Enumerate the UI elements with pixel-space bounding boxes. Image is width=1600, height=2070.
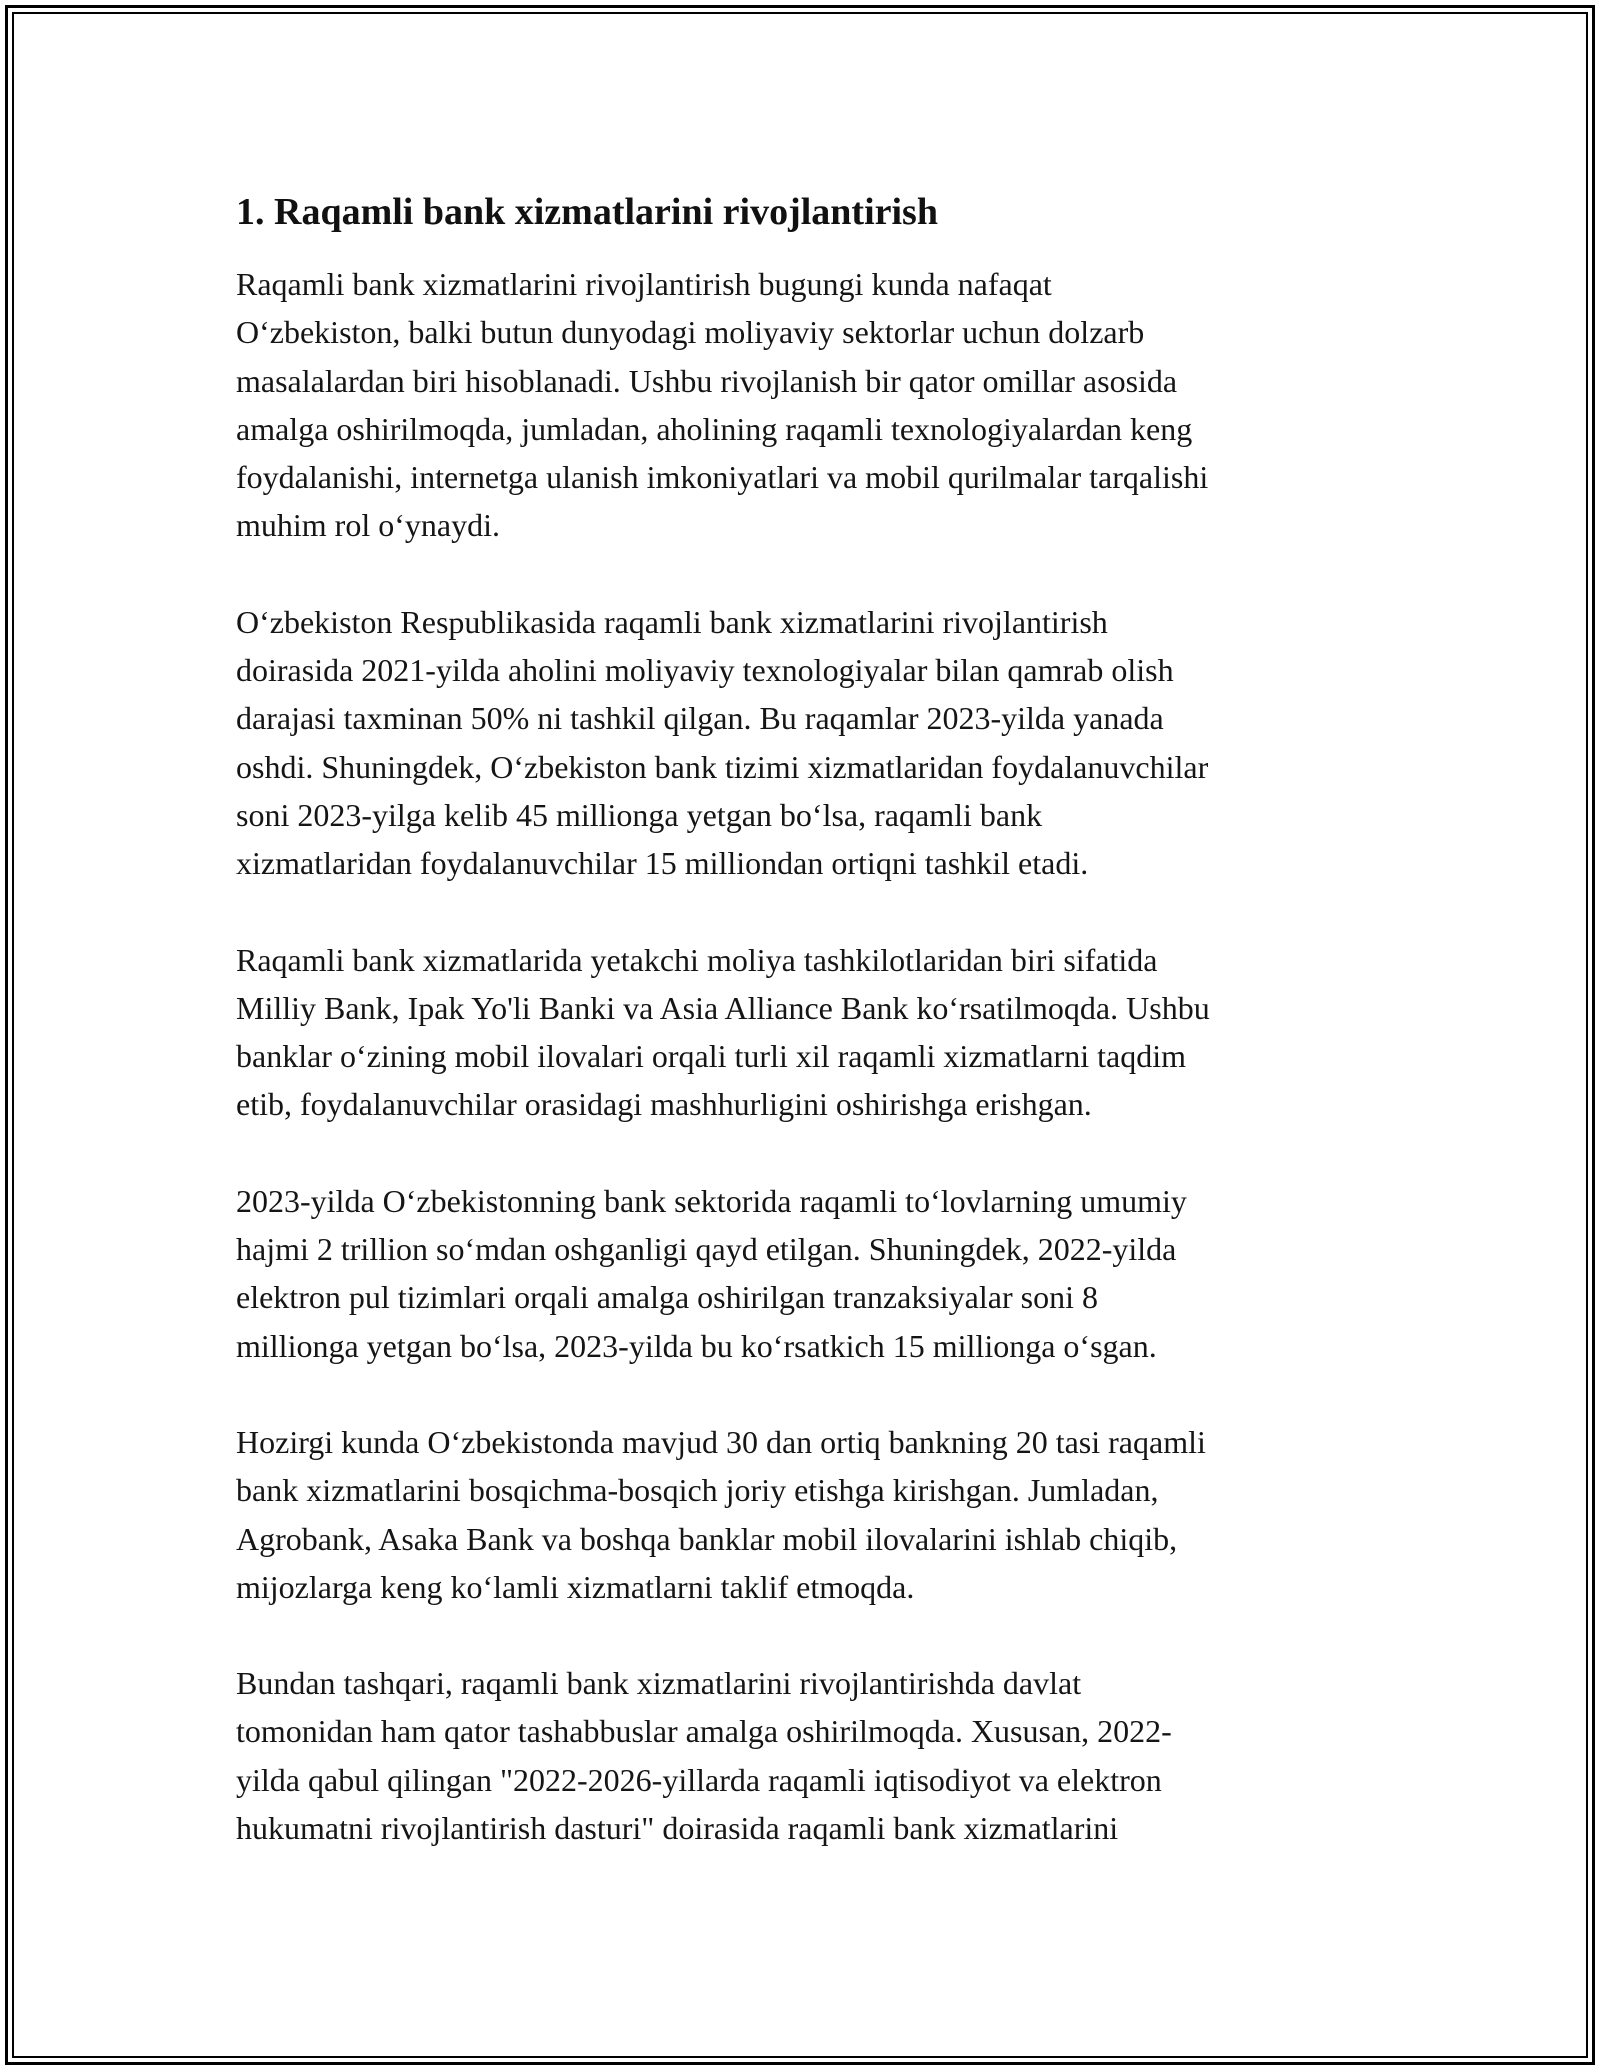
paragraph-line: doirasida 2021-yilda aholini moliyaviy texnologiyalar bilan qamrab olish bbox=[236, 652, 1174, 689]
paragraph-line: Hozirgi kunda O‘zbekistonda mavjud 30 dan ortiq bankning 20 tasi raqamli bbox=[236, 1423, 1206, 1460]
paragraph-line: Raqamli bank xizmatlarini rivojlantirish bugungi kunda nafaqat bbox=[236, 266, 1052, 302]
paragraph bbox=[236, 1659, 1366, 1852]
section-heading: 1. Raqamli bank xizmatlarini rivojlantirish bbox=[236, 191, 938, 233]
paragraph-line: soni 2023-yilga kelib 45 millionga yetgan bo‘lsa, raqamli bank bbox=[236, 796, 1043, 833]
paragraph-line: tomonidan ham qator tashabbuslar amalga oshirilmoqda. Xususan, 2022- bbox=[236, 1713, 1172, 1750]
paragraph-line: bank xizmatlarini bosqichma-bosqich joriy etishga kirishgan. Jumladan, bbox=[236, 1472, 1159, 1509]
paragraph bbox=[236, 1418, 1366, 1611]
paragraph-line: foydalanishi, internetga ulanish imkoniyatlari va mobil qurilmalar tarqalishi bbox=[236, 459, 1209, 496]
paragraph bbox=[236, 936, 1366, 1129]
paragraph-line: yilda qabul qilingan "2022-2026-yillarda raqamli iqtisodiyot va elektron bbox=[236, 1761, 1162, 1798]
paragraph-line: Milliy Bank, Ipak Yo'li Banki va Asia Alliance Bank ko‘rsatilmoqda. Ushbu bbox=[236, 989, 1210, 1026]
paragraph-line: Agrobank, Asaka Bank va boshqa banklar mobil ilovalarini ishlab chiqib, bbox=[236, 1520, 1178, 1557]
paragraph-line: muhim rol o‘ynaydi. bbox=[236, 507, 500, 544]
paragraph-line: darajasi taxminan 50% ni tashkil qilgan. Bu raqamlar 2023-yilda yanada bbox=[236, 700, 1164, 737]
document-body bbox=[236, 186, 1366, 1900]
paragraph-line: O‘zbekiston Respublikasida raqamli bank xizmatlarini rivojlantirish bbox=[236, 603, 1108, 640]
paragraph-line: 2023-yilda O‘zbekistonning bank sektorida raqamli to‘lovlarning umumiy bbox=[236, 1182, 1187, 1219]
paragraph-line: amalga oshirilmoqda, jumladan, aholining raqamli texnologiyalardan keng bbox=[236, 410, 1193, 447]
paragraph-line: elektron pul tizimlari orqali amalga oshirilgan tranzaksiyalar soni 8 bbox=[236, 1279, 1098, 1316]
paragraph-line: millionga yetgan bo‘lsa, 2023-yilda bu ko‘rsatkich 15 millionga o‘sgan. bbox=[236, 1327, 1157, 1364]
paragraph-line: oshdi. Shuningdek, O‘zbekiston bank tizimi xizmatlaridan foydalanuvchilar bbox=[236, 748, 1209, 785]
paragraph bbox=[236, 598, 1366, 888]
paragraph-line: Raqamli bank xizmatlarida yetakchi moliya tashkilotlaridan biri sifatida bbox=[236, 941, 1158, 978]
paragraph-line: masalalardan biri hisoblanadi. Ushbu rivojlanish bir qator omillar asosida bbox=[236, 362, 1178, 399]
paragraph-line: O‘zbekiston, balki butun dunyodagi moliyaviy sektorlar uchun dolzarb bbox=[236, 314, 1145, 351]
paragraph-line: Bundan tashqari, raqamli bank xizmatlarini rivojlantirishda davlat bbox=[236, 1665, 1082, 1702]
paragraph-line: hajmi 2 trillion so‘mdan oshganligi qayd etilgan. Shuningdek, 2022-yilda bbox=[236, 1231, 1177, 1268]
paragraph-line: etib, foydalanuvchilar orasidagi mashhurligini oshirishga erishgan. bbox=[236, 1086, 1092, 1123]
paragraph-line: mijozlarga keng ko‘lamli xizmatlarni taklif etmoqda. bbox=[236, 1568, 915, 1605]
paragraph bbox=[236, 1177, 1366, 1370]
paragraph-line: xizmatlaridan foydalanuvchilar 15 milliondan ortiqni tashkil etadi. bbox=[236, 845, 1089, 882]
paragraph-line: hukumatni rivojlantirish dasturi" doirasida raqamli bank xizmatlarini bbox=[236, 1810, 1119, 1847]
paragraph-line: banklar o‘zining mobil ilovalari orqali turli xil raqamli xizmatlarni taqdim bbox=[236, 1038, 1186, 1075]
paragraph bbox=[236, 260, 1366, 550]
